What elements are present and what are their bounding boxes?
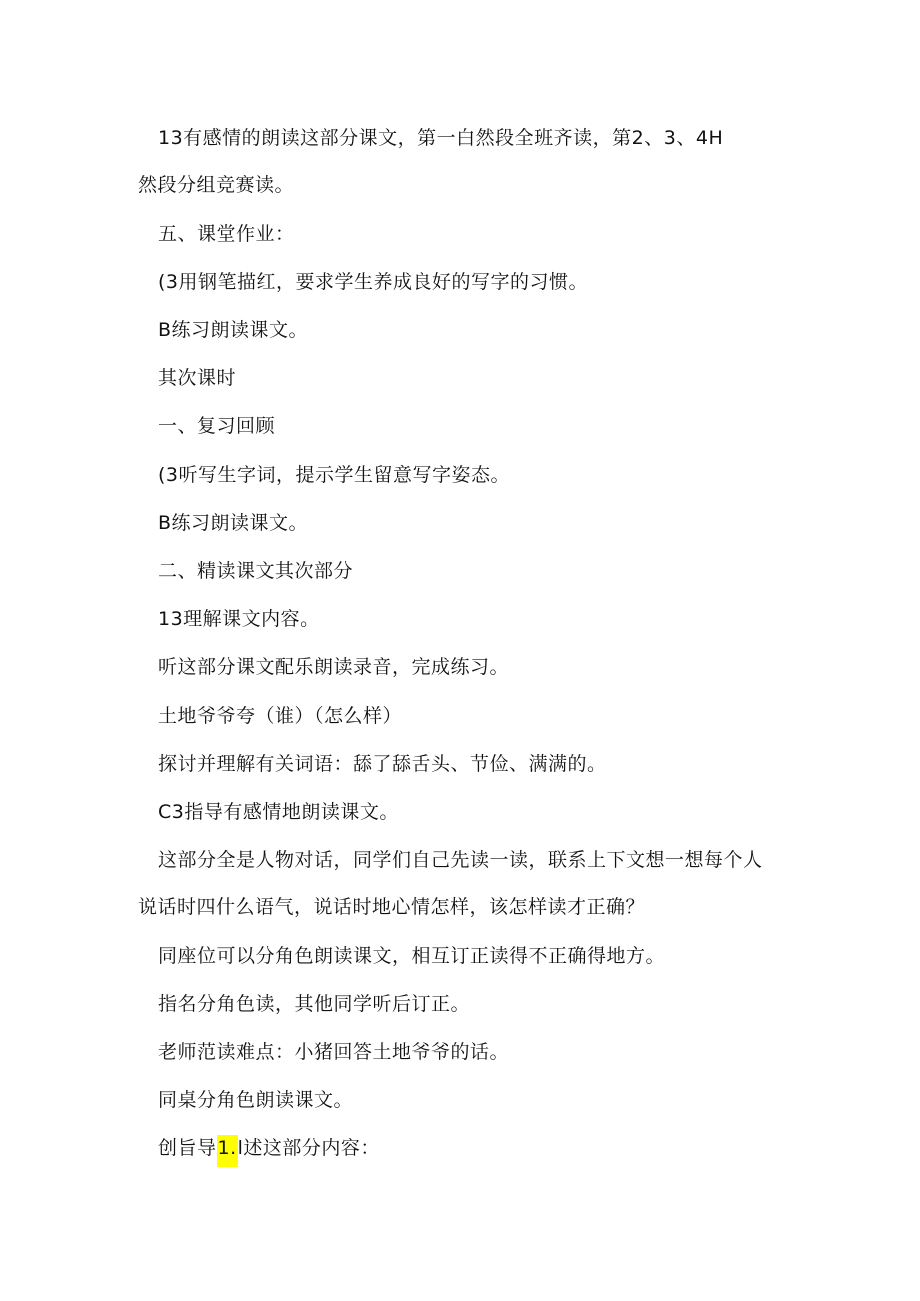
text-line: 然段分组竞赛读。 bbox=[138, 174, 295, 196]
text-line: 13有感情的朗读这部分课文，第一白然段全班齐读，第2、3、4H bbox=[158, 127, 724, 149]
text-segment: 创旨导 bbox=[158, 1137, 217, 1159]
section-heading: 一、复习回顾 bbox=[158, 415, 276, 437]
text-line: 指名分角色读，其他同学听后订正。 bbox=[158, 993, 471, 1015]
text-line: 同座位可以分角色朗读课文，相互订正读得不正确得地方。 bbox=[158, 945, 666, 967]
text-line: 说话时四什么语气，说话时地心情怎样，该怎样读才正确？ bbox=[138, 896, 646, 918]
highlighted-text: 1. bbox=[217, 1135, 238, 1167]
text-line: 土地爷爷夸（谁）（怎么样） bbox=[158, 705, 403, 727]
text-line: 13理解课文内容。 bbox=[158, 608, 320, 630]
text-line: 这部分全是人物对话，同学们自己先读一读，联系上下文想一想每个人 bbox=[158, 849, 763, 871]
text-line: 同桌分角色朗读课文。 bbox=[158, 1089, 354, 1111]
text-line: (3用钢笔描红，要求学生养成良好的写字的习惯。 bbox=[158, 271, 589, 293]
text-line: B练习朗读课文。 bbox=[158, 512, 309, 534]
text-line: 听这部分课文配乐朗读录音，完成练习。 bbox=[158, 656, 510, 678]
text-line: (3听写生字词，提示学生留意写字姿态。 bbox=[158, 464, 511, 486]
text-line: B练习朗读课文。 bbox=[158, 319, 309, 341]
text-line: C3指导有感情地朗读课文。 bbox=[158, 801, 399, 823]
section-heading: 五、课堂作业： bbox=[158, 223, 295, 245]
section-heading: 二、精读课文其次部分 bbox=[158, 560, 354, 582]
text-line: 探讨并理解有关词语：舔了舔舌头、节俭、满满的。 bbox=[158, 753, 607, 775]
text-segment: l述这部分内容： bbox=[237, 1137, 380, 1159]
text-line-last bbox=[158, 1134, 380, 1162]
text-line: 老师范读难点：小猪回答土地爷爷的话。 bbox=[158, 1041, 510, 1063]
section-heading: 其次课时 bbox=[158, 367, 237, 389]
